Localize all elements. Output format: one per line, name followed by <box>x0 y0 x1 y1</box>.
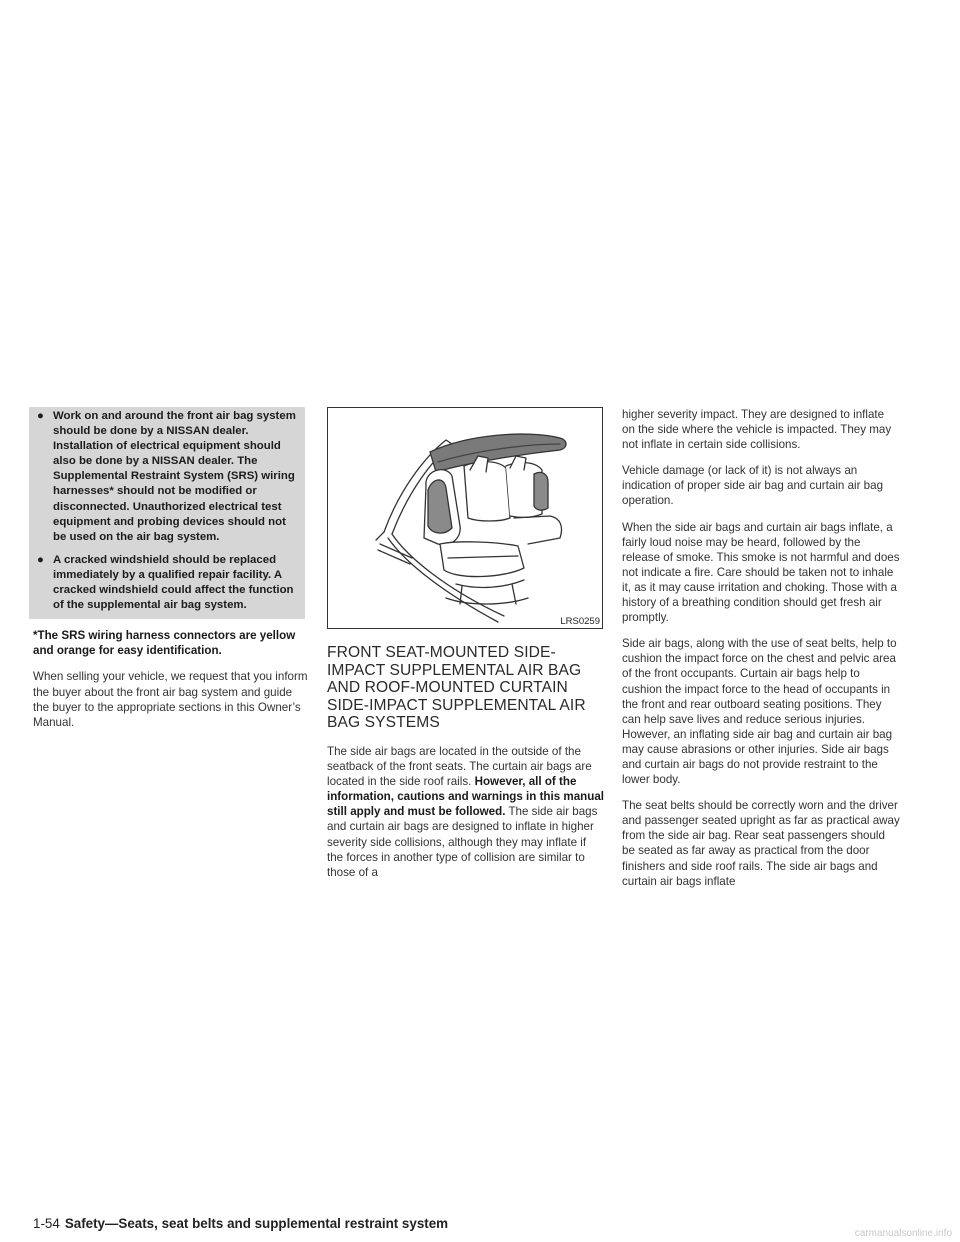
paragraph: higher severity impact. They are designed to inflate on the side where the vehicle is impacted. They may not inflate in certain side collisions. <box>622 408 892 452</box>
page-footer <box>33 1216 448 1231</box>
selling-paragraph: When selling your vehicle, we request that you inform the buyer about the front air bag system and guide the buyer to the appropriate sections in this Owner’s Manual. <box>33 670 308 729</box>
warning-item <box>37 409 299 545</box>
paragraph: Side air bags, along with the use of seat belts, help to cushion the impact force on the chest and pelvic area of the front occupants. Curtain air bags help to cushion the impact force to the head of occupants in the front and rear outboard seating positions. They can help save lives and reduce serious injuries. However, an inflating side air bag and curtain air bag may cause abrasions or other injuries. Side air bags and curtain air bags do not provide restraint to the lower body. <box>622 637 897 787</box>
column-right <box>622 407 900 900</box>
intro-bold-text: However, all of the information, cautions and warnings in this manual still apply and must be followed. <box>327 775 604 819</box>
paragraph: When the side air bags and curtain air bags inflate, a fairly loud noise may be heard, followed by the release of smoke. This smoke is not harmful and does not indicate a fire. Care should be taken not to inhale it, as it may cause irritation and choking. Those with a history of a breathing condition should get fresh air promptly. <box>622 520 900 625</box>
warning-text: A cracked windshield should be replaced immediately by a qualified repair facility. A cracked windshield could affect the function of the supplemental air bag system. <box>53 553 294 612</box>
warning-item <box>37 553 299 613</box>
bullet-icon: ● <box>37 553 44 566</box>
bullet-icon: ● <box>37 410 44 422</box>
harness-note: *The SRS wiring harness connectors are yellow and orange for easy identification. <box>33 629 296 658</box>
airbag-illustration <box>327 407 603 629</box>
section-heading: FRONT SEAT-MOUNTED SIDE-IMPACT SUPPLEMENTAL AIR BAG AND ROOF-MOUNTED CURTAIN SIDE-IMPACT SUPPLEMENTAL AIR BAG SYSTEMS <box>327 644 586 732</box>
intro-text: The side air bags are located in the outside of the seatback of the front seats. The curtain air bags are located in the side roof rails. <box>327 744 592 789</box>
intro-text-continued: The side air bags and curtain air bags are designed to inflate in higher severity side collisions, although they may inflate if the forces in another type of collision are similar to those of a <box>327 805 598 879</box>
column-middle <box>327 407 605 891</box>
intro-paragraph <box>327 744 605 880</box>
paragraph: The seat belts should be correctly worn and the driver and passenger seated upright as far as practical away from the side air bag. Rear seat passengers should be seated as far away as practical from the door finishers and side roof rails. The side air bags and curtain air bags inflate <box>622 799 900 888</box>
warning-box <box>29 407 305 619</box>
seat-airbag-drawing <box>328 408 604 630</box>
figure-label: LRS0259 <box>560 616 600 627</box>
column-left <box>33 407 311 741</box>
section-title: Safety—Seats, seat belts and supplemental restraint system <box>64 1216 449 1231</box>
watermark: carmanualsonline.info <box>854 1228 952 1239</box>
page-number: 1-54 <box>33 1216 60 1231</box>
paragraph: Vehicle damage (or lack of it) is not always an indication of proper side air bag and curtain air bag operation. <box>622 464 884 508</box>
warning-text: Work on and around the front air bag system should be done by a NISSAN dealer. Installation of electrical equipment should also be done by a NISSAN dealer. The Supplemental Restraint System (SRS) wiring harnesses* should not be modified or disconnected. Unauthorized electrical test equipment and probing devices should not be used on the air bag system. <box>53 410 296 543</box>
